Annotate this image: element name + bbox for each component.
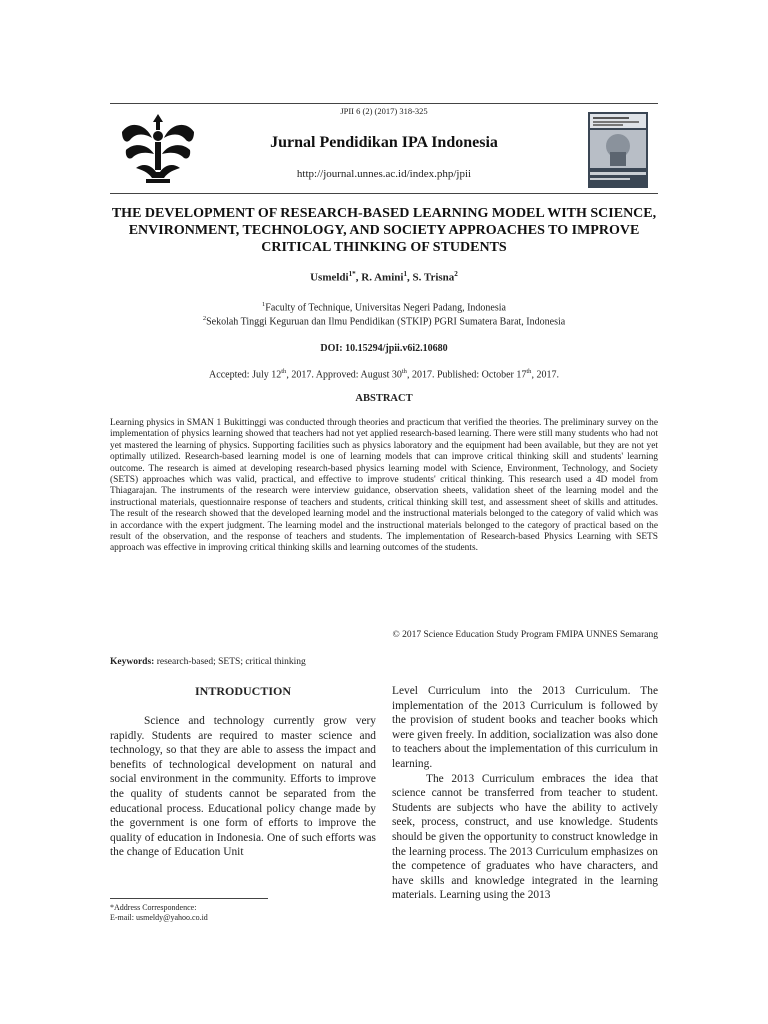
authors bbox=[0, 270, 768, 284]
body-paragraph: Science and technology currently grow very rapidly. Students are required to master science and technology, so that they are able to assess the impact and benefits of technological development on natural and social environment in the community. Efforts to improve the quality of students cannot be separated from the educational process. Educational policy change made by the government is one form of efforts to improve the quality of education in Indonesia. One of such efforts was the change of Education Unit bbox=[110, 715, 376, 859]
date-suffix: , 2017. bbox=[531, 369, 559, 381]
accepted-date: Accepted: July 12 bbox=[209, 369, 282, 381]
author-sup: 1* bbox=[348, 270, 356, 278]
left-column bbox=[110, 714, 376, 860]
journal-cover-thumbnail bbox=[588, 112, 648, 188]
date-sup: th bbox=[281, 368, 287, 375]
abstract-heading: ABSTRACT bbox=[355, 393, 413, 404]
right-column bbox=[392, 684, 658, 903]
affiliation-1 bbox=[0, 301, 768, 313]
keywords bbox=[110, 657, 658, 667]
affiliation-sup: 1 bbox=[262, 301, 266, 308]
keywords-label: Keywords: bbox=[110, 657, 155, 667]
published-date: , 2017. Published: October 17 bbox=[406, 369, 527, 381]
doi[interactable]: DOI: 10.15294/jpii.v6i2.10680 bbox=[320, 343, 448, 354]
date-sup: th bbox=[401, 368, 407, 375]
approved-date: , 2017. Approved: August 30 bbox=[286, 369, 402, 381]
affiliation-text: Faculty of Technique, Universitas Negeri Padang, Indonesia bbox=[265, 302, 506, 314]
journal-info: JPII 6 (2) (2017) 318-325 bbox=[340, 106, 428, 116]
footnote-rule bbox=[110, 898, 268, 899]
journal-logo-icon bbox=[116, 110, 200, 186]
abstract-text: Learning physics in SMAN 1 Bukittinggi was conducted through theories and practicum that verified the theories. The preliminary survey on the implementation of physics learning showed that teachers had not yet applied research-based learning. There were still many students who had not yet mastered the learning of physics. Supporting facilities such as physics laboratory and the equipment had been available, but they are not yet optimally utilized. Research-based learning model is one of learning models that can improve critical thinking skill and students' learning outcome. The research is aimed at developing research-based physics learning model with Science, Environment, Technology, and Society (SETS) approaches which was valid, practical, and effective to improve students' critical thinking. This research used a 4D model from Thiagarajan. The instruments of the research were interview guidance, observation sheets, validation sheet of the learning model and the instructional materials, questionnaire response of teachers and students, critical thinking skill test, and assessment sheet of skills and attitudes. The result of the research showed that the developed learning model and the instructional materials belonged to the category of valid which was in accordance with the expert judgment. The learning model and the instructional materials belonged to the category of practical based on the result of the observation, and the response of teachers and students. The implementation of Research-based Physics Learning with SETS approach was effective in improving critical thinking skills and learning outcomes of the students. bbox=[110, 418, 658, 554]
body-paragraph: The 2013 Curriculum embraces the idea that science cannot be transferred from teacher to student. Students are subjects who have the ability to actively seek, process, construct, and use knowledge. Students should be given the opportunity to construct knowledge in the learning process. The 2013 Curriculum emphasizes on the competence of graduates who have characters, and have skills and knowledge integrated in the learning materials. Learning using the 2013 bbox=[392, 772, 658, 902]
publication-dates bbox=[0, 368, 768, 380]
author-name: , R. Amini bbox=[355, 271, 404, 284]
header-top-rule bbox=[110, 103, 658, 104]
keywords-text: research-based; SETS; critical thinking bbox=[154, 657, 306, 667]
footnote-correspondence: *Address Correspondence: bbox=[110, 903, 197, 912]
author-name: Usmeldi bbox=[310, 271, 349, 284]
author-sup: 2 bbox=[454, 270, 458, 278]
journal-url[interactable]: http://journal.unnes.ac.id/index.php/jpii bbox=[296, 168, 472, 180]
introduction-heading: INTRODUCTION bbox=[194, 684, 291, 698]
date-sup: th bbox=[526, 368, 532, 375]
affiliation-sup: 2 bbox=[202, 315, 207, 322]
author-name: , S. Trisna bbox=[407, 271, 455, 284]
author-sup: 1 bbox=[403, 270, 408, 278]
journal-name: Jurnal Pendidikan IPA Indonesia bbox=[270, 134, 498, 151]
copyright: © 2017 Science Education Study Program FMIPA UNNES Semarang bbox=[392, 630, 658, 640]
affiliation-2 bbox=[0, 315, 768, 327]
body-paragraph: Level Curriculum into the 2013 Curriculum. The implementation of the 2013 Curriculum is followed by the provision of student books and teacher books which were given freely. In addition, socialization was also done to teachers about the implementation of this curriculum in learning. bbox=[392, 685, 658, 770]
article-title: THE DEVELOPMENT OF RESEARCH-BASED LEARNING MODEL WITH SCIENCE, ENVIRONMENT, TECHNOLOGY, AND SOCIETY APPROACHES TO IMPROVE CRITICAL THINKING OF STUDENTS bbox=[111, 206, 657, 255]
footnote-email[interactable]: E-mail: usmeldy@yahoo.co.id bbox=[110, 913, 208, 922]
header-bottom-rule bbox=[110, 193, 658, 194]
affiliation-text: Sekolah Tinggi Keguruan dan Ilmu Pendidikan (STKIP) PGRI Sumatera Barat, Indonesia bbox=[206, 316, 566, 328]
footnote bbox=[110, 903, 208, 923]
